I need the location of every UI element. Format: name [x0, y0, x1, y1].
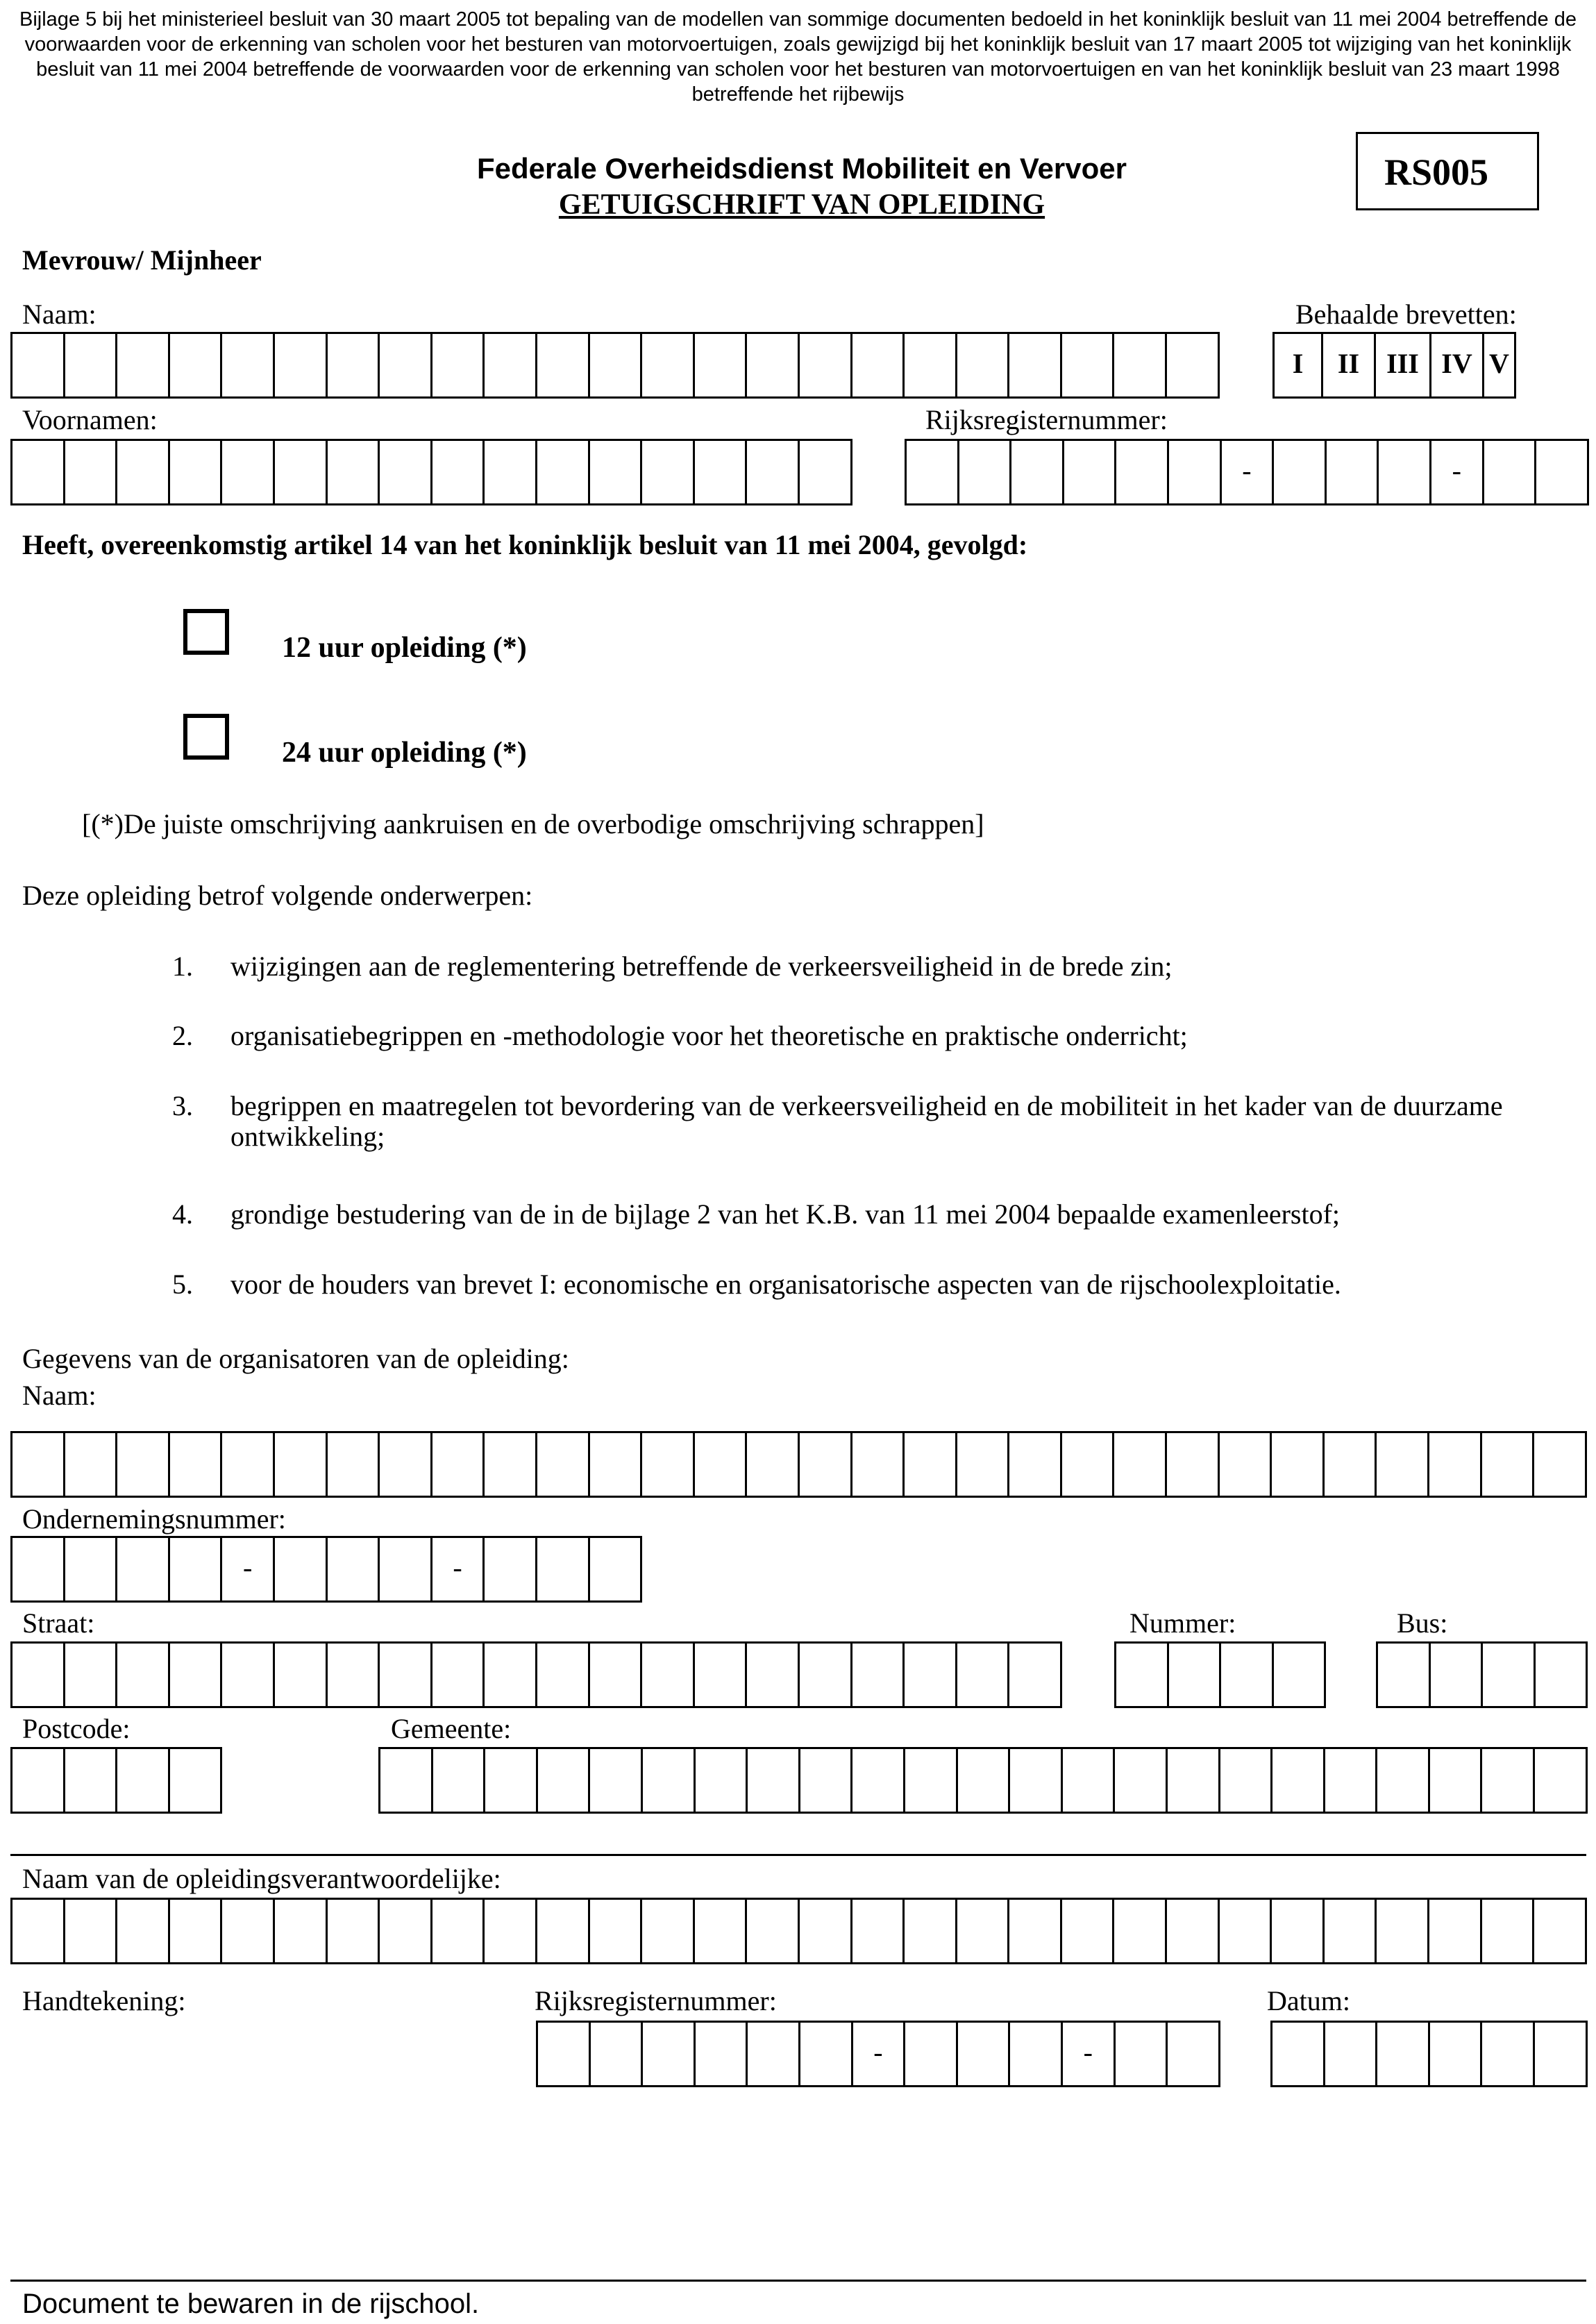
input-box[interactable]: [537, 1536, 590, 1603]
input-box[interactable]: [748, 1747, 800, 1814]
input-box[interactable]: [1221, 1641, 1274, 1708]
option-24-hours-label: 24 uur opleiding (*): [282, 737, 527, 769]
input-box[interactable]: [12, 1747, 65, 1814]
section-divider: [10, 1854, 1586, 1856]
input-box[interactable]: [65, 1747, 118, 1814]
input-box[interactable]: [800, 1431, 852, 1498]
input-box[interactable]: [380, 1431, 432, 1498]
input-box[interactable]: [1484, 439, 1537, 505]
input-box[interactable]: [1534, 1898, 1587, 1964]
input-box[interactable]: [275, 1431, 328, 1498]
street-label: Straat:: [22, 1607, 95, 1639]
postcode-label: Postcode:: [22, 1713, 131, 1744]
input-box[interactable]: [275, 1641, 328, 1708]
brevet-box-5[interactable]: V: [1484, 332, 1516, 399]
input-box[interactable]: [1482, 1431, 1535, 1498]
input-box[interactable]: [590, 1898, 643, 1964]
input-box[interactable]: [905, 1641, 957, 1708]
input-box[interactable]: [1114, 1898, 1167, 1964]
input-box[interactable]: [1009, 1898, 1062, 1964]
input-box[interactable]: [1272, 2021, 1325, 2087]
input-box[interactable]: [695, 1898, 748, 1964]
training-intro: Heeft, overeenkomstig artikel 14 van het koninklijk besluit van 11 mei 2004, gevolgd:: [22, 529, 1028, 560]
input-box[interactable]: [170, 1536, 223, 1603]
input-box[interactable]: [1114, 1431, 1167, 1498]
input-box[interactable]: [1430, 2021, 1483, 2087]
rrn-boxes[interactable]: [905, 439, 1589, 505]
input-box[interactable]: [328, 332, 380, 399]
firstnames-label: Voornamen:: [22, 404, 158, 435]
input-box[interactable]: [275, 439, 328, 505]
footer-divider: [10, 2280, 1586, 2282]
input-box[interactable]: [380, 1536, 432, 1603]
input-box[interactable]: [1220, 1747, 1273, 1814]
subject-number: 1.: [172, 951, 193, 982]
input-box[interactable]: [380, 332, 432, 399]
input-box[interactable]: [590, 1536, 643, 1603]
input-box[interactable]: [117, 439, 170, 505]
input-box[interactable]: [1062, 332, 1115, 399]
subjects-intro: Deze opleiding betrof volgende onderwerpen:: [22, 880, 533, 911]
input-box[interactable]: [800, 1641, 852, 1708]
input-box[interactable]: [1325, 1747, 1378, 1814]
input-box[interactable]: [222, 1641, 275, 1708]
input-box[interactable]: [852, 332, 905, 399]
input-box[interactable]: [12, 332, 65, 399]
company-number-boxes[interactable]: [10, 1536, 642, 1603]
brevets-boxes[interactable]: [1272, 332, 1516, 399]
input-box[interactable]: [1116, 1641, 1169, 1708]
input-box[interactable]: [485, 1898, 537, 1964]
name-label: Naam:: [22, 299, 96, 330]
responsible-rrn-label: Rijksregisternummer:: [535, 1985, 777, 2016]
input-box[interactable]: [328, 1898, 380, 1964]
input-box[interactable]: [1482, 1747, 1535, 1814]
city-boxes[interactable]: [378, 1747, 1588, 1814]
input-box[interactable]: [222, 332, 275, 399]
input-box[interactable]: [1062, 1898, 1115, 1964]
subject-text: voor de houders van brevet I: economische en organisatorische aspecten van de rijschoolexploitatie.: [230, 1269, 1341, 1300]
input-box[interactable]: [696, 2021, 748, 2087]
input-box[interactable]: [1116, 439, 1169, 505]
input-box[interactable]: [432, 1641, 485, 1708]
input-box[interactable]: [957, 1641, 1010, 1708]
input-box[interactable]: [905, 1431, 957, 1498]
input-box[interactable]: [747, 1898, 800, 1964]
date-label: Datum:: [1267, 1985, 1350, 2016]
annex-header: Bijlage 5 bij het ministerieel besluit van 30 maart 2005 tot bepaling van de modellen van sommige documenten bedoeld in het koninklijk besluit van 11 mei 2004 betreffende de voorwaarden voor de erkenning van scholen voor het besturen van motorvoertuigen, zoals gewijzigd bij het koninklijk besluit van 17 maart 2005 tot wijziging van het koninklijk besluit van 11 mei 2004 betreffende de voorwaarden voor de erkenning van scholen voor het besturen van motorvoertuigen en van het koninklijk besluit van 23 maart 1998 betreffende het rijbewijs: [19, 8, 1577, 106]
input-box[interactable]: [537, 1898, 590, 1964]
input-box[interactable]: [1430, 1747, 1483, 1814]
input-box[interactable]: [642, 1898, 695, 1964]
input-box[interactable]: [1010, 2021, 1063, 2087]
input-box[interactable]: [1115, 1747, 1168, 1814]
input-box[interactable]: [907, 439, 959, 505]
input-box[interactable]: [485, 1641, 537, 1708]
bus-boxes[interactable]: [1376, 1641, 1588, 1708]
input-box[interactable]: [1063, 1747, 1116, 1814]
separator-dash[interactable]: -: [1063, 2021, 1116, 2087]
input-box[interactable]: [1377, 1431, 1429, 1498]
input-box[interactable]: [590, 439, 643, 505]
input-box[interactable]: [1167, 1431, 1220, 1498]
certificate-title: GETUIGSCHRIFT VAN OPLEIDING: [558, 189, 1045, 221]
input-box[interactable]: [432, 1898, 485, 1964]
input-box[interactable]: [1378, 1641, 1431, 1708]
input-box[interactable]: [380, 1747, 433, 1814]
separator-dash[interactable]: -: [1431, 439, 1484, 505]
name-boxes[interactable]: [10, 332, 1220, 399]
input-box[interactable]: [1009, 1431, 1062, 1498]
input-box[interactable]: [1010, 1747, 1063, 1814]
subject-number: 3.: [172, 1090, 193, 1121]
input-box[interactable]: [590, 1747, 643, 1814]
footer-note: Document te bewaren in de rijschool.: [22, 2289, 480, 2319]
input-box[interactable]: [1168, 1747, 1220, 1814]
subject-item-3: [172, 1091, 1588, 1152]
number-boxes[interactable]: [1114, 1641, 1326, 1708]
input-box[interactable]: [1169, 1641, 1222, 1708]
postcode-boxes[interactable]: [10, 1747, 222, 1814]
input-box[interactable]: [1167, 332, 1220, 399]
input-box[interactable]: [1379, 439, 1431, 505]
subject-item-1: [172, 951, 1588, 982]
input-box[interactable]: [590, 332, 643, 399]
input-box[interactable]: [380, 1898, 432, 1964]
separator-dash[interactable]: -: [853, 2021, 906, 2087]
input-box[interactable]: [1274, 1641, 1327, 1708]
input-box[interactable]: [12, 1898, 65, 1964]
brevets-label: Behaalde brevetten:: [1295, 299, 1517, 330]
input-box[interactable]: [117, 332, 170, 399]
input-box[interactable]: [1062, 1431, 1115, 1498]
subject-number: 5.: [172, 1269, 193, 1300]
input-box[interactable]: [852, 1898, 905, 1964]
input-box[interactable]: [591, 2021, 644, 2087]
input-box[interactable]: [485, 1536, 537, 1603]
input-box[interactable]: [328, 439, 380, 505]
input-box[interactable]: [800, 1898, 852, 1964]
input-box[interactable]: [117, 1431, 170, 1498]
input-box[interactable]: [275, 332, 328, 399]
input-box[interactable]: [328, 1641, 380, 1708]
input-box[interactable]: [957, 1431, 1010, 1498]
subject-text: wijzigingen aan de reglementering betreffende de verkeersveiligheid in de brede zin;: [230, 951, 1173, 982]
subject-item-2: [172, 1021, 1588, 1051]
input-box[interactable]: [1220, 1431, 1272, 1498]
input-box[interactable]: [852, 1431, 905, 1498]
input-box[interactable]: [1535, 2021, 1588, 2087]
separator-dash[interactable]: -: [222, 1536, 275, 1603]
input-box[interactable]: [695, 1431, 748, 1498]
input-box[interactable]: [170, 1747, 223, 1814]
brevet-box-3[interactable]: III: [1376, 332, 1431, 399]
input-box[interactable]: [485, 439, 537, 505]
input-box[interactable]: [12, 1641, 65, 1708]
firstnames-boxes[interactable]: [10, 439, 852, 505]
input-box[interactable]: [275, 1898, 328, 1964]
input-box[interactable]: [800, 439, 852, 505]
subject-text: organisatiebegrippen en -methodologie voor het theoretische en praktische onderricht;: [230, 1020, 1188, 1051]
input-box[interactable]: [1536, 439, 1589, 505]
input-box[interactable]: [1536, 1641, 1588, 1708]
input-box[interactable]: [65, 1431, 118, 1498]
subject-text: begrippen en maatregelen tot bevordering van de verkeersveiligheid en de mobiliteit in het kader van de duurzame ontwikkeling;: [230, 1090, 1503, 1152]
input-box[interactable]: [380, 1641, 432, 1708]
input-box[interactable]: [905, 1747, 958, 1814]
input-box[interactable]: [905, 2021, 958, 2087]
input-box[interactable]: [748, 2021, 800, 2087]
input-box[interactable]: [1325, 1431, 1377, 1498]
date-boxes[interactable]: [1270, 2021, 1588, 2087]
input-box[interactable]: [590, 1641, 643, 1708]
input-box[interactable]: [695, 332, 748, 399]
input-box[interactable]: [12, 439, 65, 505]
input-box[interactable]: [538, 1747, 591, 1814]
input-box[interactable]: [485, 332, 537, 399]
input-box[interactable]: [65, 1641, 118, 1708]
input-box[interactable]: [747, 1431, 800, 1498]
input-box[interactable]: [170, 1431, 223, 1498]
input-box[interactable]: [642, 1641, 695, 1708]
input-box[interactable]: [537, 332, 590, 399]
input-box[interactable]: [65, 1536, 118, 1603]
signature-label: Handtekening:: [22, 1985, 186, 2016]
input-box[interactable]: [170, 439, 223, 505]
subject-text: grondige bestudering van de in de bijlage 2 van het K.B. van 11 mei 2004 bepaalde examenleerstof;: [230, 1198, 1341, 1230]
input-box[interactable]: [1325, 1898, 1377, 1964]
input-box[interactable]: [537, 439, 590, 505]
input-box[interactable]: [117, 1747, 170, 1814]
input-box[interactable]: [537, 1431, 590, 1498]
input-box[interactable]: [328, 1536, 380, 1603]
input-box[interactable]: [1429, 1431, 1482, 1498]
bus-label: Bus:: [1397, 1607, 1448, 1639]
input-box[interactable]: [800, 332, 852, 399]
input-box[interactable]: [222, 1898, 275, 1964]
input-box[interactable]: [1535, 1747, 1588, 1814]
form-code: RS005: [1356, 132, 1539, 210]
input-box[interactable]: [1377, 1747, 1430, 1814]
input-box[interactable]: [1011, 439, 1064, 505]
input-box[interactable]: [852, 1641, 905, 1708]
input-box[interactable]: [747, 332, 800, 399]
input-box[interactable]: [747, 1641, 800, 1708]
input-box[interactable]: [642, 1431, 695, 1498]
input-box[interactable]: [433, 1747, 486, 1814]
input-box[interactable]: [1482, 2021, 1535, 2087]
input-box[interactable]: [696, 1747, 748, 1814]
input-box[interactable]: [800, 1747, 853, 1814]
input-box[interactable]: [957, 332, 1010, 399]
separator-dash[interactable]: -: [1222, 439, 1275, 505]
street-boxes[interactable]: [10, 1641, 1062, 1708]
ministry-title: Federale Overheidsdienst Mobiliteit en Vervoer: [477, 152, 1127, 185]
subject-number: 2.: [172, 1020, 193, 1051]
input-box[interactable]: [328, 1431, 380, 1498]
input-box[interactable]: [1377, 2021, 1430, 2087]
input-box[interactable]: [222, 1431, 275, 1498]
input-box[interactable]: [1483, 1641, 1536, 1708]
input-box[interactable]: [1272, 1898, 1325, 1964]
input-box[interactable]: [958, 2021, 1011, 2087]
organizer-name-boxes[interactable]: [10, 1431, 1587, 1498]
subject-item-4: [172, 1199, 1588, 1230]
input-box[interactable]: [1169, 439, 1222, 505]
responsible-rrn-boxes[interactable]: [536, 2021, 1220, 2087]
input-box[interactable]: [12, 1431, 65, 1498]
input-box[interactable]: [1272, 1431, 1325, 1498]
input-box[interactable]: [590, 1431, 643, 1498]
brevet-box-2[interactable]: II: [1323, 332, 1376, 399]
responsible-name-boxes[interactable]: [10, 1898, 1587, 1964]
input-box[interactable]: [1114, 332, 1167, 399]
salutation: Mevrouw/ Mijnheer: [22, 244, 262, 276]
input-box[interactable]: [117, 1898, 170, 1964]
input-box[interactable]: [12, 1536, 65, 1603]
input-box[interactable]: [170, 1641, 223, 1708]
input-box[interactable]: [170, 332, 223, 399]
input-box[interactable]: [642, 332, 695, 399]
subject-number: 4.: [172, 1198, 193, 1230]
organizer-name-label: Naam:: [22, 1380, 96, 1411]
input-box[interactable]: [222, 439, 275, 505]
input-box[interactable]: [117, 1641, 170, 1708]
input-box[interactable]: [538, 2021, 591, 2087]
separator-dash[interactable]: -: [432, 1536, 485, 1603]
input-box[interactable]: [485, 1431, 537, 1498]
input-box[interactable]: [747, 439, 800, 505]
input-box[interactable]: [1431, 1641, 1484, 1708]
subject-item-5: [172, 1269, 1588, 1300]
input-box[interactable]: [65, 439, 118, 505]
input-box[interactable]: [65, 332, 118, 399]
input-box[interactable]: [959, 439, 1012, 505]
input-box[interactable]: [1168, 2021, 1220, 2087]
input-box[interactable]: [1325, 2021, 1378, 2087]
input-box[interactable]: [117, 1536, 170, 1603]
input-box[interactable]: [1429, 1898, 1482, 1964]
input-box[interactable]: [537, 1641, 590, 1708]
option-12-hours-label: 12 uur opleiding (*): [282, 632, 527, 664]
input-box[interactable]: [852, 1747, 905, 1814]
input-box[interactable]: [1274, 439, 1327, 505]
brevet-box-4[interactable]: IV: [1431, 332, 1484, 399]
number-label: Nummer:: [1129, 1607, 1236, 1639]
input-box[interactable]: [1377, 1898, 1429, 1964]
input-box[interactable]: [643, 2021, 696, 2087]
input-box[interactable]: [1009, 1641, 1062, 1708]
input-box[interactable]: [643, 1747, 696, 1814]
organizer-intro: Gegevens van de organisatoren van de opleiding:: [22, 1343, 569, 1374]
brevet-box-1[interactable]: I: [1275, 332, 1323, 399]
checkbox-12-hours[interactable]: [183, 609, 229, 655]
input-box[interactable]: [1167, 1898, 1220, 1964]
input-box[interactable]: [905, 332, 957, 399]
input-box[interactable]: [65, 1898, 118, 1964]
option-note: [(*)De juiste omschrijving aankruisen en de overbodige omschrijving schrappen]: [82, 808, 984, 839]
input-box[interactable]: [957, 1898, 1010, 1964]
input-box[interactable]: [958, 1747, 1011, 1814]
input-box[interactable]: [1220, 1898, 1272, 1964]
input-box[interactable]: [1272, 1747, 1325, 1814]
input-box[interactable]: [432, 332, 485, 399]
checkbox-24-hours[interactable]: [183, 714, 229, 760]
input-box[interactable]: [642, 439, 695, 505]
company-number-label: Ondernemingsnummer:: [22, 1503, 286, 1535]
responsible-name-label: Naam van de opleidingsverantwoordelijke:: [22, 1863, 501, 1894]
city-label: Gemeente:: [391, 1713, 512, 1744]
input-box[interactable]: [1064, 439, 1117, 505]
input-box[interactable]: [380, 439, 432, 505]
input-box[interactable]: [275, 1536, 328, 1603]
input-box[interactable]: [170, 1898, 223, 1964]
input-box[interactable]: [432, 439, 485, 505]
input-box[interactable]: [695, 1641, 748, 1708]
input-box[interactable]: [1009, 332, 1062, 399]
input-box[interactable]: [1327, 439, 1379, 505]
input-box[interactable]: [905, 1898, 957, 1964]
input-box[interactable]: [800, 2021, 853, 2087]
input-box[interactable]: [1116, 2021, 1168, 2087]
input-box[interactable]: [432, 1431, 485, 1498]
input-box[interactable]: [1534, 1431, 1587, 1498]
input-box[interactable]: [1482, 1898, 1535, 1964]
rrn-label: Rijksregisternummer:: [925, 404, 1168, 435]
input-box[interactable]: [485, 1747, 538, 1814]
input-box[interactable]: [695, 439, 748, 505]
